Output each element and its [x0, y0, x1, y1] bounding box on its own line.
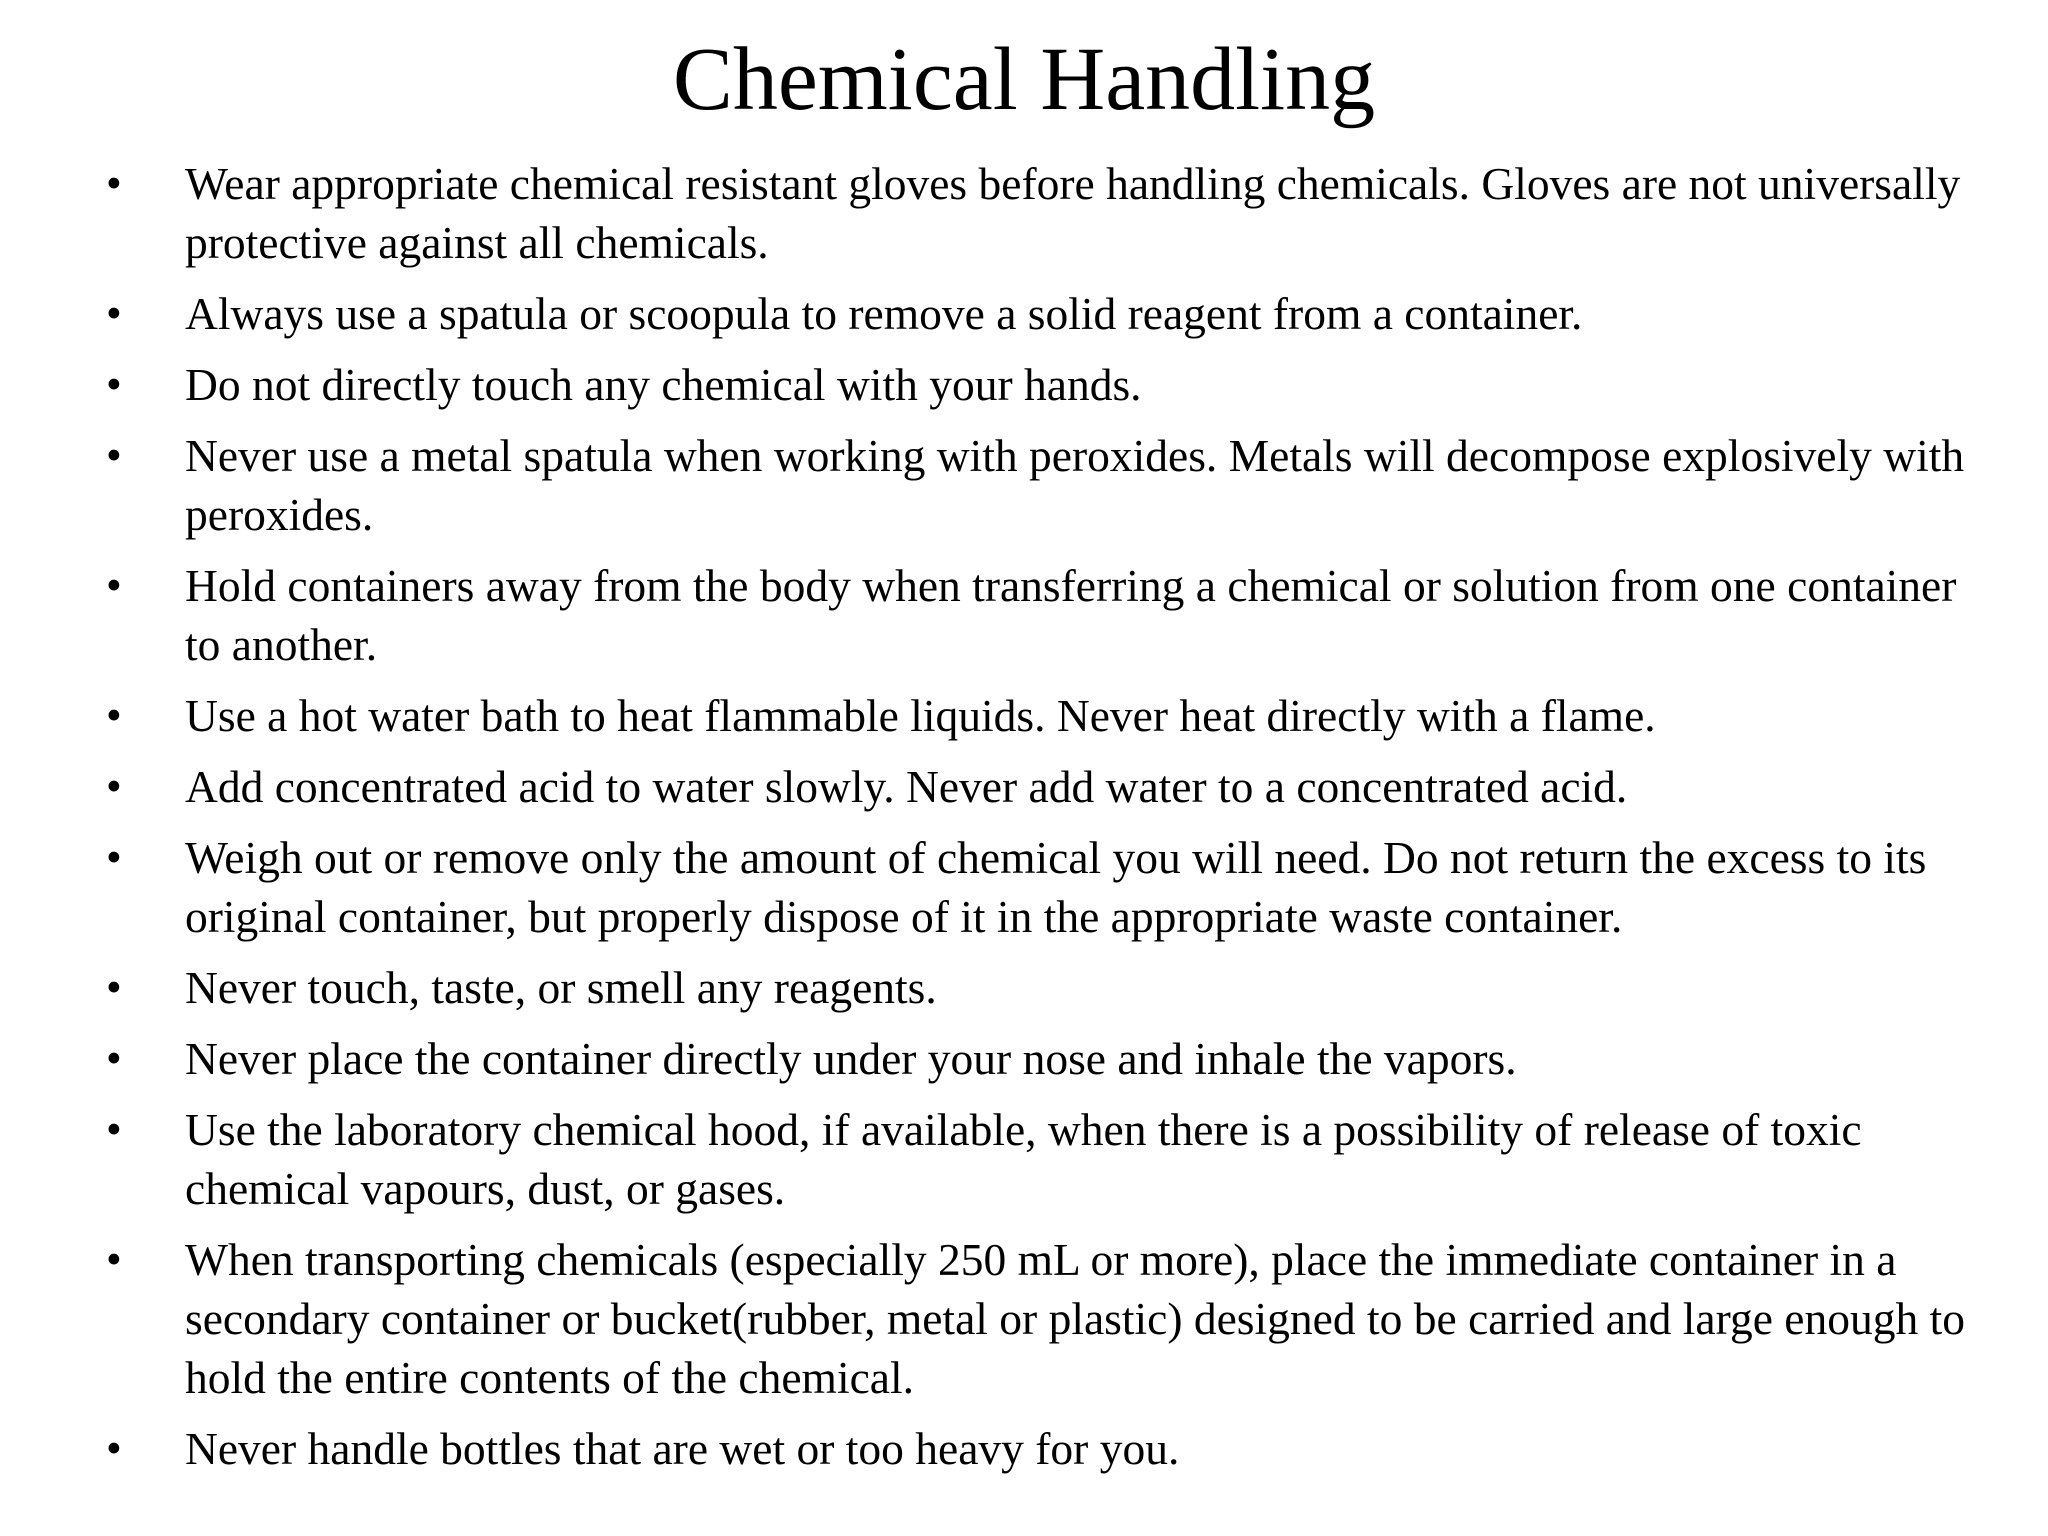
- list-item-text: Hold containers away from the body when transferring a chemical or solution from one container to another.: [185, 560, 1957, 670]
- bullet-list: [0, 154, 2048, 1490]
- bullet-icon: •: [106, 1234, 122, 1284]
- bullet-icon: •: [106, 832, 122, 882]
- bullet-icon: •: [106, 560, 122, 610]
- list-item: [0, 355, 2048, 414]
- list-item: [0, 154, 2048, 272]
- slide-title: Chemical Handling: [672, 30, 1376, 129]
- list-item: [0, 958, 2048, 1017]
- list-item: [0, 426, 2048, 544]
- bullet-icon: •: [106, 359, 122, 409]
- bullet-icon: •: [106, 1104, 122, 1154]
- list-item-text: Add concentrated acid to water slowly. Never add water to a concentrated acid.: [185, 761, 1628, 812]
- bullet-icon: •: [106, 288, 122, 338]
- list-item-text: Never use a metal spatula when working with peroxides. Metals will decompose explosively with peroxides.: [185, 430, 1965, 540]
- bullet-icon: •: [106, 430, 122, 480]
- list-item: [0, 1029, 2048, 1088]
- list-item: [0, 757, 2048, 816]
- list-item-text: Always use a spatula or scoopula to remove a solid reagent from a container.: [185, 288, 1583, 339]
- list-item-text: Do not directly touch any chemical with your hands.: [185, 359, 1142, 410]
- list-item: [0, 284, 2048, 343]
- bullet-icon: •: [106, 1423, 122, 1473]
- bullet-icon: •: [106, 158, 122, 208]
- bullet-icon: •: [106, 962, 122, 1012]
- list-item-text: Wear appropriate chemical resistant gloves before handling chemicals. Gloves are not universally protective against all chemicals.: [185, 158, 1961, 268]
- list-item: [0, 1100, 2048, 1218]
- list-item: [0, 556, 2048, 674]
- list-item: [0, 1419, 2048, 1478]
- bullet-icon: •: [106, 1033, 122, 1083]
- bullet-icon: •: [106, 761, 122, 811]
- list-item: [0, 686, 2048, 745]
- list-item: [0, 1230, 2048, 1407]
- list-item: [0, 828, 2048, 946]
- bullet-icon: •: [106, 690, 122, 740]
- list-item-text: Never place the container directly under your nose and inhale the vapors.: [185, 1033, 1517, 1084]
- list-item-text: Weigh out or remove only the amount of chemical you will need. Do not return the excess to its original container, but properly dispose of it in the appropriate waste container.: [185, 832, 1927, 942]
- list-item-text: Use a hot water bath to heat flammable liquids. Never heat directly with a flame.: [185, 690, 1656, 741]
- list-item-text: Never handle bottles that are wet or too heavy for you.: [185, 1423, 1180, 1474]
- list-item-text: Use the laboratory chemical hood, if available, when there is a possibility of release of toxic chemical vapours, dust, or gases.: [185, 1104, 1862, 1214]
- list-item-text: When transporting chemicals (especially 250 mL or more), place the immediate container in a secondary container or bucket(rubber, metal or plastic) designed to be carried and large enough to hold the entire contents of the chemical.: [185, 1234, 1965, 1403]
- list-item-text: Never touch, taste, or smell any reagents.: [185, 962, 937, 1013]
